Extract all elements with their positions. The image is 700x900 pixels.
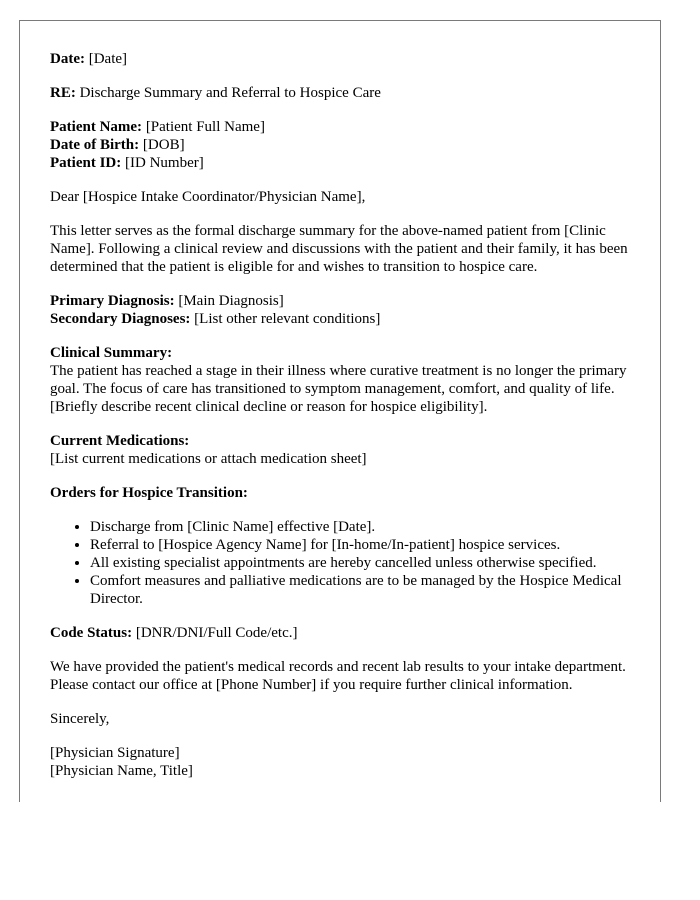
physician-signature: [Physician Signature]	[50, 745, 180, 761]
primary-diagnosis-label: Primary Diagnosis:	[50, 293, 175, 309]
date-line	[50, 50, 640, 68]
intro-paragraph: This letter serves as the formal discharge summary for the above-named patient from [Clinic Name]. Following a clinical review and discussions with the patient and their family, it has been determined that the patient is eligible for and wishes to transition to hospice care.	[50, 223, 628, 275]
secondary-diagnoses-label: Secondary Diagnoses:	[50, 311, 191, 327]
date-label: Date:	[50, 51, 85, 67]
medications-heading: Current Medications:	[50, 433, 190, 449]
letter-body	[50, 50, 640, 796]
re-line	[50, 84, 640, 102]
orders-heading: Orders for Hospice Transition:	[50, 485, 248, 501]
dob-value: [DOB]	[142, 137, 185, 153]
medications-text: [List current medications or attach medication sheet]	[50, 451, 367, 467]
patient-name-value: [Patient Full Name]	[145, 119, 265, 135]
patient-id-line	[50, 154, 640, 172]
closing-paragraph: We have provided the patient's medical records and recent lab results to your intake department. Please contact our office at [Phone Number] if you require further clinical information.	[50, 659, 626, 693]
salutation: Dear [Hospice Intake Coordinator/Physician Name],	[50, 189, 366, 205]
diagnosis-section	[50, 292, 640, 328]
letter-page	[19, 20, 661, 802]
medications-section	[50, 432, 640, 468]
clinical-summary-text: The patient has reached a stage in their illness where curative treatment is no longer the primary goal. The focus of care has transitioned to symptom management, comfort, and quality of life. [Briefly describe recent clinical decline or reason for hospice eligibility].	[50, 363, 627, 415]
clinical-summary-section	[50, 344, 640, 416]
code-status-value: [DNR/DNI/Full Code/etc.]	[135, 625, 298, 641]
patient-id-label: Patient ID:	[50, 155, 122, 171]
re-value: Discharge Summary and Referral to Hospice Care	[79, 85, 381, 101]
orders-list	[50, 518, 640, 608]
code-status-label: Code Status:	[50, 625, 133, 641]
secondary-diagnoses-value: [List other relevant conditions]	[194, 311, 381, 327]
physician-name-title: [Physician Name, Title]	[50, 763, 193, 779]
primary-diagnosis-value: [Main Diagnosis]	[178, 293, 284, 309]
signature-block	[50, 744, 640, 780]
date-value: [Date]	[88, 51, 128, 67]
orders-list-item: • All existing specialist appointments are hereby cancelled unless otherwise specified.	[90, 554, 640, 572]
patient-id-value: [ID Number]	[125, 155, 204, 171]
sign-off: Sincerely,	[50, 711, 110, 727]
secondary-diagnoses-line	[50, 310, 640, 328]
clinical-summary-heading: Clinical Summary:	[50, 345, 173, 361]
patient-info	[50, 118, 640, 172]
re-label: RE:	[50, 85, 76, 101]
primary-diagnosis-line	[50, 292, 640, 310]
orders-list-item: • Discharge from [Clinic Name] effective [Date].	[90, 518, 640, 536]
dob-label: Date of Birth:	[50, 137, 140, 153]
code-status-line	[50, 624, 640, 642]
dob-line	[50, 136, 640, 154]
patient-name-line	[50, 118, 640, 136]
patient-name-label: Patient Name:	[50, 119, 143, 135]
orders-list-item: • Referral to [Hospice Agency Name] for [In-home/In-patient] hospice services.	[90, 536, 640, 554]
orders-heading-line	[50, 484, 640, 502]
orders-list-item: • Comfort measures and palliative medications are to be managed by the Hospice Medical Director.	[90, 572, 640, 608]
